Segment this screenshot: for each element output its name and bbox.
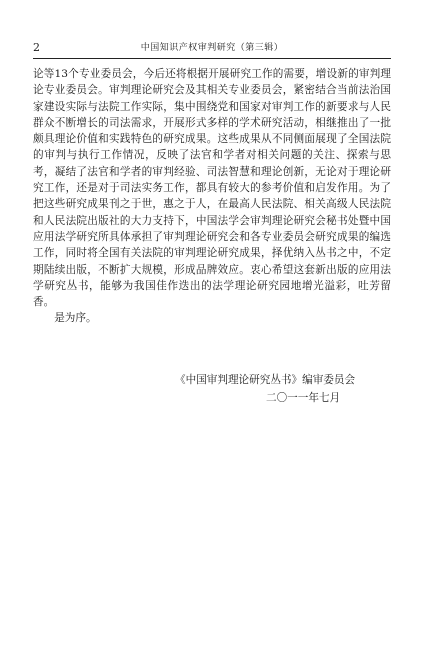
paragraph-closing: 是为序。 bbox=[54, 312, 97, 325]
committee-name: 《中国审判理论研究丛书》编审委员会 bbox=[175, 374, 356, 386]
page-header bbox=[33, 40, 391, 56]
header-rule bbox=[33, 58, 391, 59]
running-title: 中国知识产权审判研究（第三辑） bbox=[140, 43, 284, 53]
paragraph-continued: 论等13个专业委员会，今后还将根据开展研究工作的需要，增设新的审判理论专业委员会。审判理论研究会及其相关专业委员会，紧密结合当前法治国家建设实际与法院工作实际，集中围绕党和国家对审判工作的新要求与人民群众不断增长的司法需求，开展形式多样的学术研究活动，相继推出了一批颇具理论价值和实践特色的研究成果。这些成果从不同侧面展现了全国法院的审判与执行工作情况，反映了法官和学者对相关问题的关注、探索与思考，凝结了法官和学者的审判经验、司法智慧和理论创新，无论对于理论研究工作，还是对于司法实务工作，都具有较大的参考价值和启发作用。为了把这些研究成果刊之于世，惠之于人，在最高人民法院、相关高级人民法院和人民法院出版社的大力支持下，中国法学会审判理论研究会秘书处暨中国应用法学研究所具体承担了审判理论研究会和各专业委员会研究成果的编选工作，同时将全国有关法院的审判理论研究成果，择优纳入丛书之中，不定期陆续出版，不断扩大规模，形成品牌效应。衷心希望这套新出版的应用法学研究丛书，能够为我国佳作迭出的法学理论研究园地增光溢彩，吐芳留香。 bbox=[33, 68, 391, 309]
signature-date: 二〇一一年七月 bbox=[266, 392, 341, 404]
page-number: 2 bbox=[33, 41, 40, 54]
body-text bbox=[33, 66, 391, 327]
